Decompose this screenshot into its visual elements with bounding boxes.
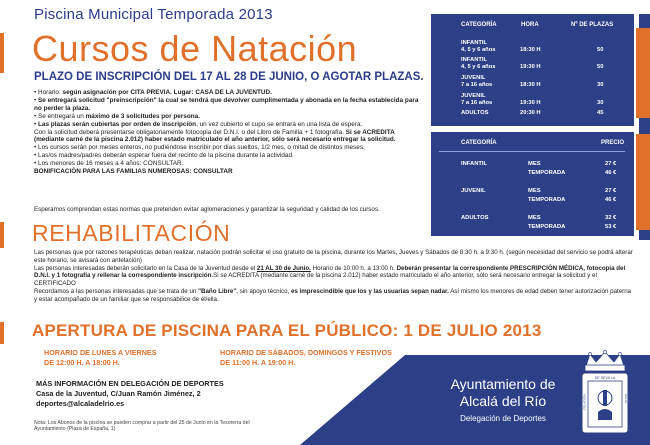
table-cell: 46 € [605, 170, 617, 176]
rule-item: BONIFICACIÓN PARA LAS FAMILIAS NUMEROSAS: CONSULTAR [34, 168, 233, 176]
section-title-rehab: REHABILITACIÓN [32, 220, 231, 246]
table-cell: 46 € [605, 197, 617, 203]
table-cell: JUVENIL [461, 188, 486, 194]
table-cell: TEMPORADA [528, 170, 566, 176]
weekday-hours: HORARIO DE LUNES A VIERNES DE 12:00 H. A 18:00 H. [44, 348, 157, 367]
page-title: Cursos de Natación [32, 28, 358, 69]
table-cell: ADULTOS [461, 110, 489, 116]
table-cell: 30 [597, 82, 604, 88]
table-cell: TEMPORADA [528, 197, 566, 203]
orange-accent-bar [0, 322, 4, 344]
contact-email[interactable]: deportes@alcaladelrio.es [36, 399, 125, 409]
table-cell: JUVENIL [461, 75, 486, 81]
table-header: CATEGORÍA [461, 22, 497, 28]
rule-item: • Las plazas serán cubiertas por orden de inscripción, un vez cubierto el cupo se entrará en una lista de espera. [34, 120, 363, 128]
rule-item: Con la solicitud deberá presentarse obligatoriamente fotocopia del D.N.I. o del Libro de Familia + 1 fotografía. Si se ACREDITA (mediante carné de la piscina 2.012) haber estado matriculado el año anterior, sólo será necesario entregar la solicitud. [34, 128, 396, 144]
council-name: Ayuntamiento de Alcalá del Río [450, 376, 556, 409]
price-table [431, 132, 634, 236]
contact-address: Casa de la Juventud, C/Juan Ramón Jiménez, 2 [36, 389, 201, 399]
table-cell: 7 a 16 años [461, 82, 493, 88]
table-cell: 53 € [605, 224, 617, 230]
weekend-hours: HORARIO DE SÁBADOS, DOMINGOS Y FESTIVOS DE 11:00 H. A 19:00 H. [220, 348, 392, 367]
rehab-text [34, 249, 634, 304]
table-cell: 19:30 H [520, 100, 541, 106]
table-header: CATEGORÍA [461, 140, 497, 146]
decorative-stripe [636, 134, 650, 230]
table-cell: 19:30 H [520, 64, 541, 70]
section-title-opening: APERTURA DE PISCINA PARA EL PÚBLICO: 1 DE JULIO 2013 [32, 321, 542, 340]
table-header: PRECIO [601, 140, 625, 146]
table-cell: 45 [597, 110, 604, 116]
table-header: HORA [521, 22, 539, 28]
table-cell: MES [528, 215, 541, 221]
schedule-table [431, 14, 634, 126]
seal-text: COLACIÓN [582, 394, 587, 410]
orange-accent-bar [0, 33, 4, 73]
paragraph: Recordamos a las personas interesadas que se trata de un "Baño Libre", sin apoyo técnico, es imprescindible que los y las usuarias sepan nadar. Así mismo los menores de edad deben tener autorización paterna y estar acompañado de un familiar que se responsabilice de él/ella. [34, 287, 632, 303]
table-cell: MES [528, 188, 541, 194]
paragraph: Las personas que por razones terapéuticas deban realizar, natación podrán solicitar el uso gratuito de la piscina, durante los Martes, Jueves y Sábados de 8:30 h. a 9:30 h. (según necesidad del servicio se podrá alterar este horario, se avisará con antelación) [34, 249, 633, 264]
season-heading: Piscina Municipal Temporada 2013 [34, 6, 273, 23]
rule-item: • Se entregará un máximo de 3 solicitudes por persona. [34, 112, 200, 120]
table-cell: INFANTIL [461, 40, 488, 46]
rule-item: • Los cursos serán por meses enteros, no pudiéndose inscribir por días sueltos, 1/2 mes, o mitad de distintos meses. [34, 144, 365, 152]
table-cell: 18:30 H [520, 47, 541, 53]
table-header: Nº DE PLAZAS [571, 22, 614, 28]
contact-info [36, 379, 224, 410]
seal-text: CALLE [624, 394, 628, 404]
table-cell: JUVENIL [461, 93, 486, 99]
table-cell: MES [528, 161, 541, 167]
decorative-stripe [636, 28, 650, 118]
table-cell: 50 [597, 47, 604, 53]
table-cell: INFANTIL [461, 161, 488, 167]
contact-title: MÁS INFORMACIÓN EN DELEGACIÓN DE DEPORTES [36, 379, 224, 388]
paragraph: Las personas interesadas deberán solicitarlo en la Casa de la Juventud desde el 21 AL 30 de Junio. Horario de 10:00 h. a 13:00 h. Deberán presentar la correspondiente PRESCRIPCIÓN MÉDICA, fotocopia del D.N.I. y 1 fotografía y rellenar la correspondiente inscripción.Si se ACREDITA (mediante carné de la piscina 2.012) haber estado matriculado el año anterior, sólo será necesario entregar la solicitud y el CERTIFICADO [34, 264, 626, 288]
footnote: Nota: Los Abonos de la piscina se pueden comprar a partir del 25 de Junio en la Tesorería del Ayuntamiento (Plaza de España, 1) [34, 420, 250, 433]
table-cell: 4, 5 y 6 años [461, 47, 496, 53]
table-cell: 50 [597, 64, 604, 70]
rule-item: • Se entregará solicitud "preinscripción" la cual se tendrá que devolver cumplimentada y abonada en la fecha establecida para no perder la plaza. [34, 96, 419, 112]
table-cell: 27 € [605, 188, 617, 194]
table-cell: 32 € [605, 215, 617, 221]
rule-item: • Horario: según asignación por CITA PREVIA. Lugar: CASA DE LA JUVENTUD. [34, 89, 272, 96]
table-cell: 27 € [605, 161, 617, 167]
department-name: Delegación de Deportes [460, 414, 546, 423]
table-cell: TEMPORADA [528, 224, 566, 230]
divider [439, 151, 625, 152]
table-cell: 20:30 H [520, 110, 541, 116]
table-cell: 30 [597, 100, 604, 106]
rules-list [34, 89, 420, 176]
table-cell: 7 a 16 años [461, 100, 493, 106]
table-cell: INFANTIL [461, 57, 488, 63]
registration-period: PLAZO DE INSCRIPCIÓN DEL 17 AL 28 DE JUNIO, O AGOTAR PLAZAS. [34, 71, 424, 83]
table-cell: 18:30 H [520, 82, 541, 88]
table-cell: 4, 5 y 6 años [461, 64, 496, 70]
rule-item: • Las/os madres/padres deberán esperar fuera del recinto de la piscina durante la actividad. [34, 152, 294, 160]
notice-text: Esperamos comprendan estas normas que pretenden evitar aglomeraciones y garantizar la seguridad y calidad de los cursos. [34, 206, 380, 213]
coat-of-arms-icon [578, 350, 632, 438]
orange-accent-bar [0, 222, 4, 248]
table-cell: ADULTOS [461, 215, 489, 221]
seal-text: DE SEVILLA [594, 376, 616, 380]
rule-item: • Los menores de 16 meses a 4 años: CONSULTAR. [34, 160, 184, 168]
